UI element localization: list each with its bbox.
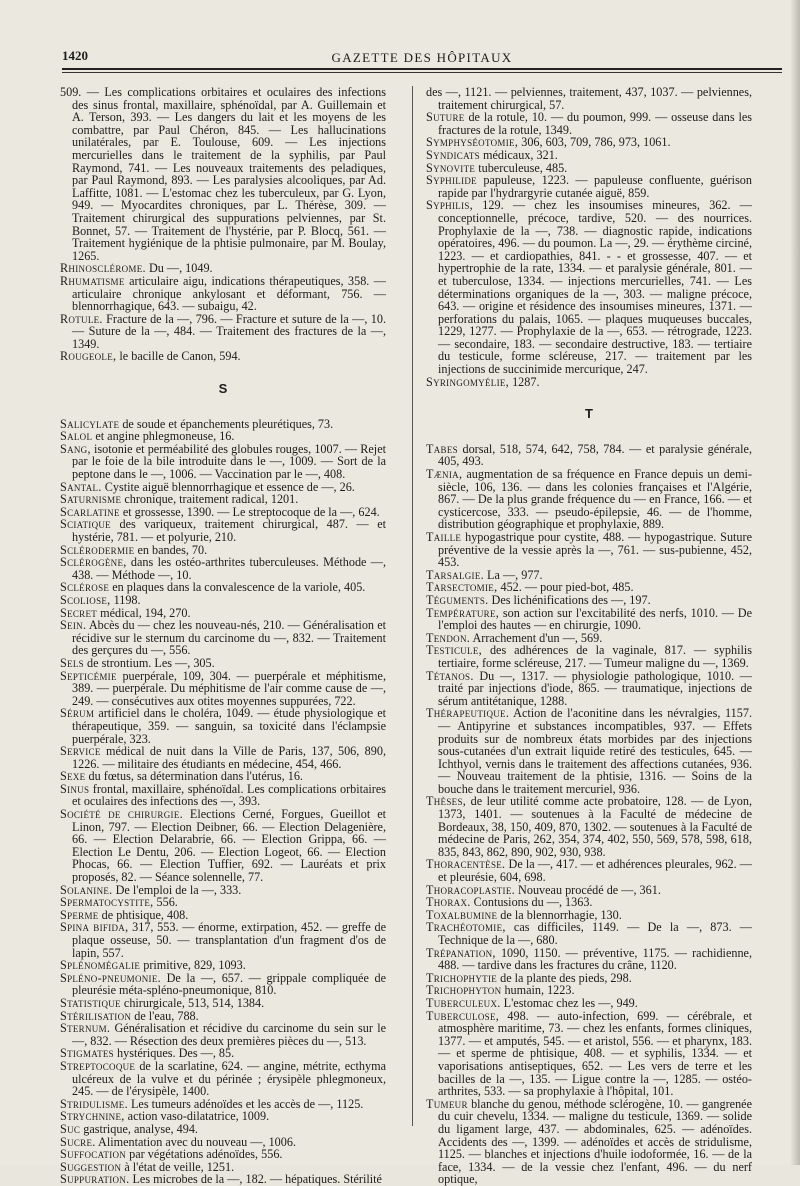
entry-text: 509. — Les complications orbitaires et oculaires des infections des sinus frontal, maxillaire, sphénoïdal, par A. Guillemain et A. Terson, 393. — Les dangers du lait et les moyens de les combattre, par Paul Chéron, 845. — Les hallucinations unilatérales, par E. Toulouse, 609. — Les injections mercurielles dans le traitement de la syphilis, par Paul Raymond, 741. — Les nouveaux traitements des peladiques, par Paul Raymond, 893. — Les paralysies alcooliques, par Ad. Laffitte, 1081. — L'estomac chez les tuberculeux, par G. Lyon, 949. — Myocardites chroniques, par L. Thérèse, 309. — Traitement chirurgical des suppurations pelviennes, par St. Bonnet, 57. — Traitement de l'hystérie, par P. Blocq, 561. — Traitement hygiénique de la phtisie pulmonaire, par M. Boulay, 1265. [60, 85, 386, 263]
index-entry [60, 1022, 386, 1047]
entry-text: 452. — pour pied-bot, 485. [497, 580, 634, 595]
entry-text: gastrique, analyse, 494. [80, 1121, 198, 1136]
entry-heading: Secret [60, 605, 98, 620]
entry-text: Action de l'aconitine dans les névralgies, 1157. — Antipyrine et substances incompatibles, 937. — Effets produits sur de nombreux états morbides par des injections sous-cutanées d'un extrait liquide retiré des testicules, 645. — Ichthyol, vernis dans le traitement des affections cutanées, 936. — Nouveau traitement de la phtisie, 1316. — Soins de la bouche dans le traitement mercuriel, 936. [438, 706, 752, 796]
entry-heading: Sérum [60, 706, 95, 721]
entry-text: 317, 553. — énorme, extirpation, 452. — greffe de plaque osseuse, 50. — transplantation d'un fragment d'os de lapin, 557. [72, 920, 386, 960]
entry-heading: Stridulisme. [60, 1096, 128, 1111]
entry-heading: Salol [60, 429, 93, 444]
entry-heading: Thèses, [426, 794, 467, 809]
entry-text: Alimentation avec du nouveau —, 1006. [95, 1134, 297, 1149]
entry-heading: Tænia, [426, 467, 463, 482]
entry-text: Les microbes de la —, 182. — hépatiques. Stérilité [129, 1172, 382, 1186]
entry-text: De la —, 657. — grippale compliquée de pleurésie méta-spléno-pneumonique, 810. [72, 970, 386, 998]
entry-text: de soude et épanchements pleurétiques, 73. [119, 416, 334, 431]
entry-heading: Société de chirurgie. [60, 807, 183, 822]
entry-text: en bandes, 70. [134, 542, 208, 557]
entry-text: de phtisique, 408. [98, 907, 189, 922]
index-entry [426, 111, 752, 136]
entry-heading: Trichophytie [426, 970, 498, 985]
journal-title: GAZETTE DES HÔPITAUX [331, 50, 513, 65]
entry-heading: Trépanation, [426, 945, 496, 960]
entry-heading: Stigmates [60, 1046, 114, 1061]
entry-text: le bacille de Canon, 594. [116, 349, 241, 364]
entry-text: La —, 977. [484, 567, 543, 582]
entry-text: Elections Cerné, Forgues, Gueillot et Linon, 797. — Election Deibner, 66. — Election Delagenière, 66. — Election Delarabrie, 66. — Election Grippa, 66. — Election Le Dentu, 206. — Election Logeot, 66. — Election Phocas, 66. — Election Tuffier, 692. — Lauréats et prix proposés, 82. — Séance solennelle, 77. [72, 807, 386, 885]
entry-heading: Sein. [60, 618, 87, 633]
entry-text: isotonie et perméabilité des globules rouges, 1007. — Rejet par le foie de la bile introduite dans le —, 1009. — Sort de la peptone dans le —, 1006. — Vaccination par le —, 408. [72, 441, 386, 482]
entry-heading: Strychnine, [60, 1109, 125, 1124]
index-entry [60, 972, 386, 997]
entry-heading: Toxalbumine [426, 907, 498, 922]
entry-heading: Syndicats [426, 147, 480, 162]
index-entry [60, 350, 386, 363]
index-entry [426, 531, 752, 569]
entry-text: médical de nuit dans la Ville de Paris, 137, 506, 890, 1226. — militaire des étudiants en médecine, 454, 466. [72, 744, 386, 771]
entry-text: et grossesse, 1390. — Le streptocoque de la —, 624. [119, 504, 380, 519]
entry-heading: Salicylate [60, 416, 120, 431]
index-entry [426, 921, 752, 946]
entry-heading: Sexe [60, 769, 86, 784]
entry-heading: Spina bifida, [60, 920, 129, 935]
index-entry [426, 86, 752, 111]
entry-text: Nouveau procédé de —, 361. [515, 882, 661, 897]
index-entry [60, 745, 386, 770]
index-entry [426, 607, 752, 632]
entry-text: 556. [153, 895, 178, 910]
entry-heading: Température, [426, 605, 500, 620]
index-entry [426, 376, 752, 389]
entry-text: Du —, 1317. — physiologie pathologique, 1010. — traité par injections d'iode, 865. — traumatique, injections de sérum antitétanique, 1288. [438, 668, 752, 708]
entry-text: Abcès du — chez les nouveau-nés, 210. — Généralisation et récidive sur le sternum du carcinome du —, 832. — Traitement des gerçures du —, 556. [72, 618, 386, 658]
entry-text: 129. — chez les insoumises mineures, 362. — conceptionnelle, précoce, tardive, 520. — des nourrices. Prophylaxie de la —, 738. — diagnostic rapide, indications opératoires, 496. — du poumon. La —, 29. — érythème circiné, 1223. — et cardiopathies, 841. - - et grossesse, 407. — et hypertrophie de la rate, 1334. — et paralysie générale, 801. — et tuberculose, 1334. — injections mercurielles, 741. — Les déterminations organiques de la —, 303. — maligne précoce, 643. — origine et résidence des insoumises mineures, 1371. — perforations du palais, 1065. — plaques muqueuses buccales, 1229, 1277. — Prophylaxie de la —, 653. — rétrograde, 1223. — secondaire, 183. — secondaire destructive, 183. — tertiaire du testicule, forme scléreuse, 217. — traitement par les injections de succinimide mercurique, 247. [438, 198, 752, 377]
entry-text: de leur utilité comme acte probatoire, 128. — de Lyon, 1373, 1401. — soutenues à la Faculté de médecine de Bordeaux, 38, 150, 409, 870, 1302. — soutenues à la Faculté de médecine de Paris, 262, 354, 374, 402, 550, 569, 578, 598, 618, 835, 843, 862, 890, 902, 930, 938. [438, 794, 752, 859]
index-entry [60, 921, 386, 959]
entry-text: Des lichénifications des —, 197. [488, 592, 651, 607]
index-entry [426, 707, 752, 795]
index-entry [60, 275, 386, 313]
entry-heading: Santal. [60, 479, 102, 494]
entry-text: de l'eau, 788. [131, 1008, 199, 1023]
index-entry [60, 707, 386, 745]
entry-text: et angine phlegmoneuse, 16. [92, 429, 235, 444]
index-entry [426, 174, 752, 199]
entry-text: médical, 194, 270. [97, 605, 191, 620]
entry-heading: Statistique [60, 995, 121, 1010]
entry-text: Du —, 1049. [145, 261, 213, 276]
entry-text: augmentation de sa fréquence en France depuis un demi-siècle, 106, 136. — dans les colonies françaises et l'Algérie, 867. — De la plus grande fréquence du — en France, 166. — et cysticercose, 333. — pseudo-épilepsie, 46. — de l'homme, distribution géographique et prophylaxie, 889. [438, 467, 752, 532]
index-entry [60, 619, 386, 657]
index-entry [60, 556, 386, 581]
entry-text: artificiel dans le choléra, 1049. — étude physiologique et thérapeutique, 359. — sanguin, sa toxicité dans l'éclampsie puerpérale, 323. [72, 706, 386, 746]
entry-text: des variqueux, traitement chirurgical, 487. — et hystérie, 781. — et polyurie, 210. [72, 517, 386, 544]
entry-text: hypogastrique pour cystite, 488. — hypogastrique. Suture préventive de la vessie après la —, 761. — sus-pubienne, 452, 453. [438, 530, 752, 570]
entry-heading: Rhumatisme [60, 273, 125, 288]
entry-text: 1287. [509, 374, 540, 389]
entry-heading: Thorax. [426, 895, 471, 910]
entry-heading: Stérilisation [60, 1008, 132, 1023]
entry-text: médicaux, 321. [479, 147, 558, 162]
scan-edge [790, 0, 800, 1165]
index-entry [426, 858, 752, 883]
entry-text: 498. — auto-infection, 699. — cérébrale, et atmosphère maritime, 73. — chez les enfants, formes cliniques, 1377. — et amputés, 545. — et aristol, 556. — et pharynx, 183. — et sperme de phtisique, 408. — et syphilis, 1334. — et vaporisations antiseptiques, 652. — Les vers de terre et les bacilles de la —, 135. — Ligue contre la —, 1285. — ostéo-arthrites, 533. — sa prophylaxie à l'hôpital, 101. [438, 1008, 752, 1099]
entry-heading: Tuberculose, [426, 1008, 500, 1023]
entry-heading: Sternum. [60, 1021, 111, 1036]
index-entry [60, 86, 386, 262]
index-entry [60, 443, 386, 481]
entry-heading: Tuberculeux. [426, 995, 501, 1010]
index-entry [60, 783, 386, 808]
entry-text: blanche du genou, méthode sclérogène, 10. — gangrenée du cuir chevelu, 1334. — maligne du testicule, 1369. — solide du ligament large, 437. — abdominales, 625. — adénoïdes. Accidents des —, 1399. — adénoïdes et accès de stridulisme, 1125. — blanches et injections d'huile iodoformée, 16. — de la face, 1334. — de la vessie chez l'enfant, 496. — du nerf optique, [438, 1096, 752, 1186]
entry-heading: Sclérogène, [60, 555, 127, 570]
entry-heading: Scoliose, [60, 592, 111, 607]
entry-text: dorsal, 518, 574, 642, 758, 784. — et paralysie générale, 405, 493. [438, 441, 752, 469]
index-entry [426, 443, 752, 468]
page-number: 1420 [62, 48, 88, 63]
entry-heading: Tétanos. [426, 668, 474, 683]
index-entry [60, 670, 386, 708]
index-entry [426, 468, 752, 531]
entry-text: humain, 1223. [501, 983, 575, 998]
entry-heading: Syphilide [426, 173, 477, 188]
entry-heading: Solanine. [60, 882, 113, 897]
entry-heading: Sclérose [60, 580, 110, 595]
entry-heading: Syphilis, [426, 198, 474, 213]
entry-text: par végétations adénoïdes, 556. [126, 1147, 283, 1162]
entry-heading: Tarsalgie. [426, 567, 484, 582]
entry-text: L'estomac chez les —, 949. [500, 995, 638, 1010]
entry-text: son action sur l'excitabilité des nerfs, 1010. — De l'emploi des hautes — en chirurgie, 1090. [438, 605, 752, 633]
entry-heading: Streptocoque [60, 1058, 136, 1073]
entry-heading: Suc [60, 1121, 81, 1136]
entry-heading: Septicémie [60, 668, 117, 683]
entry-heading: Syringomyélie, [426, 374, 510, 389]
entry-heading: Sels [60, 655, 84, 670]
entry-heading: Rougeole, [60, 349, 117, 364]
entry-heading: Tarsectomie, [426, 580, 498, 595]
entry-heading: Suffocation [60, 1147, 127, 1162]
entry-text: Les tumeurs adénoïdes et les accès de —, 1125. [127, 1096, 364, 1111]
entry-text: à l'état de veille, 1251. [121, 1159, 235, 1174]
entry-text: de la scarlatine, 624. — angine, métrite, ecthyma ulcéreux de la vulve et du périnée ; érysipèle phlegmoneux, 245. — de l'érysipèle, 1400. [72, 1058, 386, 1099]
entry-text: De l'emploi de la —, 333. [112, 882, 242, 897]
entry-text: De la —, 417. — et adhérences pleurales, 962. — et pleurésie, 604, 698. [438, 857, 752, 885]
entry-heading: Splénomégalie [60, 958, 141, 973]
entry-text: papuleuse, 1223. — papuleuse confluente, guérison rapide par l'hydrargyrie cutanée aiguë, 859. [438, 173, 752, 200]
index-entry [426, 670, 752, 708]
entry-text: primitive, 829, 1093. [140, 958, 246, 973]
entry-text: tuberculeuse, 485. [475, 160, 568, 175]
section-letter: S [218, 381, 228, 397]
entry-text: 306, 603, 709, 786, 973, 1061. [518, 135, 671, 150]
column-divider [412, 86, 413, 1126]
entry-text: Arrachement d'un —, 569. [470, 630, 603, 645]
entry-heading: Sciatique [60, 517, 111, 532]
entry-heading: Trachéotomie, [426, 920, 506, 935]
index-entry [426, 947, 752, 972]
entry-text: chirurgicale, 513, 514, 1384. [120, 995, 265, 1010]
entry-heading: Spléno-pneumonie. [60, 970, 161, 985]
index-entry [60, 313, 386, 351]
entry-heading: Sucre. [60, 1134, 96, 1149]
entry-text: dans les ostéo-arthrites tuberculeuses. Méthode —, 438. — Méthode —, 10. [72, 555, 386, 582]
entry-heading: Rhinosclérome. [60, 261, 146, 276]
index-entry [60, 808, 386, 884]
entry-text: 1198. [110, 592, 141, 607]
entry-heading: Trichophyton [426, 983, 502, 998]
entry-text: de la plante des pieds, 298. [497, 970, 632, 985]
entry-text: de la blennorrhagie, 130. [497, 907, 622, 922]
entry-text: cas difficiles, 1149. — De la —, 873. — Technique de la —, 680. [438, 920, 752, 947]
entry-heading: Suggestion [60, 1159, 122, 1174]
index-entry [426, 644, 752, 669]
right-column [426, 85, 752, 1186]
index-entry [60, 1173, 386, 1186]
entry-text: de la rotule, 10. — du poumon, 999. — osseuse dans les fractures de la rotule, 1349. [438, 110, 752, 137]
index-entry [426, 199, 752, 375]
entry-text: des adhérences de la vaginale, 817. — syphilis tertiaire, forme scléreuse, 217. — Tumeur maligne du —, 1369. [438, 643, 752, 670]
entry-text: Fracture de la —, 796. — Fracture et suture de la —, 10. — Suture de la —, 484. — Traitement des fractures de la —, 1349. [72, 311, 386, 351]
entry-heading: Saturnisme [60, 492, 122, 507]
index-entry [426, 1010, 752, 1098]
entry-heading: Sclérodermie [60, 542, 135, 557]
index-entry [60, 518, 386, 543]
entry-heading: Testicule, [426, 643, 482, 658]
entry-text: en plaques dans la convalescence de la variole, 405. [109, 580, 366, 595]
entry-heading: Service [60, 744, 101, 759]
entry-heading: Tumeur [426, 1096, 468, 1111]
header-rule-thin [62, 72, 782, 73]
index-entry [60, 1060, 386, 1098]
entry-heading: Symphyséotomie, [426, 135, 519, 150]
left-column [60, 85, 386, 1186]
entry-heading: Thoracentèse. [426, 857, 506, 872]
entry-text: chronique, traitement radical, 1201. [121, 492, 299, 507]
entry-heading: Sperme [60, 907, 99, 922]
entry-text: 1090, 1150. — préventive, 1175. — rachidienne, 488. — tardive dans les fractures du crâne, 1120. [438, 945, 752, 973]
entry-heading: Taille [426, 530, 462, 544]
entry-text: action vaso-dilatatrice, 1009. [124, 1109, 270, 1124]
page-header [62, 48, 782, 70]
entry-text: Cystite aiguë blennorrhagique et essence de —, 26. [101, 479, 355, 494]
entry-heading: Tabes [426, 441, 458, 456]
entry-text: du fœtus, sa détermination dans l'utérus, 16. [85, 769, 303, 784]
entry-heading: Suppuration. [60, 1172, 130, 1186]
entry-heading: Scarlatine [60, 504, 120, 519]
entry-heading: Téguments. [426, 592, 489, 607]
entry-heading: Thérapeutique. [426, 706, 510, 721]
entry-heading: Sinus [60, 781, 90, 796]
entry-text: hystériques. Des —, 85. [113, 1046, 235, 1061]
index-entry [426, 1098, 752, 1186]
entry-text: Généralisation et récidive du carcinome du sein sur le —, 832. — Résection des deux premières pièces du —, 513. [72, 1021, 386, 1048]
header-rule [62, 68, 782, 70]
entry-heading: Sang, [60, 441, 91, 456]
entry-heading: Suture [426, 110, 465, 125]
entry-heading: Spermatocystite, [60, 895, 154, 910]
entry-text: des —, 1121. — pelviennes, traitement, 437, 1037. — pelviennes, traitement chirurgical, 57. [426, 85, 752, 112]
entry-text: articulaire aigu, indications thérapeutiques, 358. — articulaire chronique ankylosant et déformant, 756. — blennorrhagique, 643. — subaigu, 42. [72, 273, 386, 314]
entry-heading: Synovite [426, 160, 476, 175]
index-entry [426, 795, 752, 858]
entry-heading: Rotule. [60, 311, 103, 326]
section-letter: T [585, 406, 593, 422]
entry-heading: Thoracoplastie. [426, 882, 515, 897]
entry-text: Contusions du —, 1363. [470, 895, 593, 910]
entry-text: frontal, maxillaire, sphénoïdal. Les complications orbitaires et oculaires des infections des —, 393. [72, 781, 386, 809]
entry-text: puerpérale, 109, 304. — puerpérale et méphitisme, 389. — puerpérale. Du méphitisme de l'air comme cause de —, 249. — consécutives aux otites moyennes suppurées, 722. [72, 668, 386, 708]
entry-text: de strontium. Les —, 305. [83, 655, 215, 670]
entry-heading: Tendon. [426, 630, 471, 645]
